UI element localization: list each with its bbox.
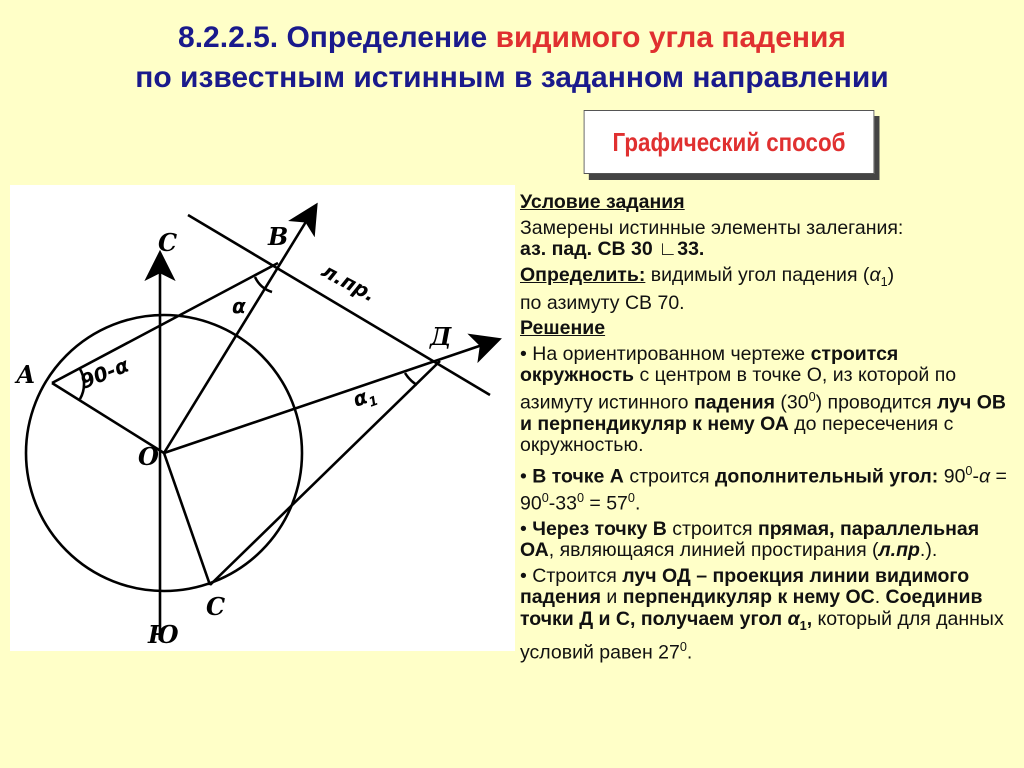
label-angle-d: $\alpha_1$ — [349, 384, 381, 412]
label-point-d: Д — [430, 322, 452, 351]
solution-step-2: • В точке А строится дополнительный угол: $90^0-\alpha = 90^0-33^0 = 57^0$. — [520, 463, 1007, 515]
condition-text: Замерены истинные элементы залегания: аз. пад. СВ 30 ∟33. — [520, 216, 904, 260]
condition-heading: Условие задания — [520, 191, 685, 213]
solution-step-4: • Строится луч ОД – проекция линии видимого падения и перпендикуляр к нему ОС. Соединив точки Д и С, получаем угол $\alpha_1$, который для данных условий равен $27^0$. — [520, 564, 1004, 664]
solution-step-3: • Через точку В строится прямая, параллельная ОА, являющаяся линией простирания (л.пр.). — [520, 517, 980, 562]
slide-title — [0, 18, 1024, 98]
solution-step-1: • На ориентированном чертеже строится окружность с центром в точке О, из которой по азимуту истинного падения $(30^0)$ проводится луч ОВ и перпендикуляр к нему ОА до пересечения с окружностью. — [520, 342, 1007, 457]
label-south: Ю — [148, 620, 179, 649]
task-text — [520, 192, 1010, 668]
segment-oc — [164, 453, 210, 585]
title-line-2: по известным истинным в заданном направлении — [135, 61, 889, 94]
method-box — [584, 110, 875, 174]
label-point-b: В — [268, 222, 289, 251]
label-center: О — [138, 442, 159, 471]
title-prefix: 8.2.2.5. Определение — [178, 21, 496, 54]
label-north: С — [158, 228, 178, 257]
title-accent: видимого угла падения — [495, 21, 846, 54]
label-point-c: С — [206, 592, 226, 621]
label-angle-a: 90-α — [76, 352, 133, 394]
angle-d-arc — [405, 373, 417, 385]
label-strike-line: л.пр. — [317, 258, 381, 307]
construction-svg — [10, 185, 515, 651]
label-angle-b: α — [232, 294, 246, 318]
solution-heading: Решение — [520, 317, 606, 340]
title-line-1 — [0, 18, 1024, 58]
segment-dc — [210, 361, 440, 585]
ray-od — [164, 340, 497, 453]
label-point-a: А — [16, 360, 36, 389]
method-label: Графический способ — [612, 126, 846, 157]
ray-ob — [164, 207, 315, 453]
define-text: Определить: видимый угол падения $(\alpha_1)$ по азимуту СВ 70. — [520, 263, 895, 314]
construction-figure — [10, 185, 515, 651]
